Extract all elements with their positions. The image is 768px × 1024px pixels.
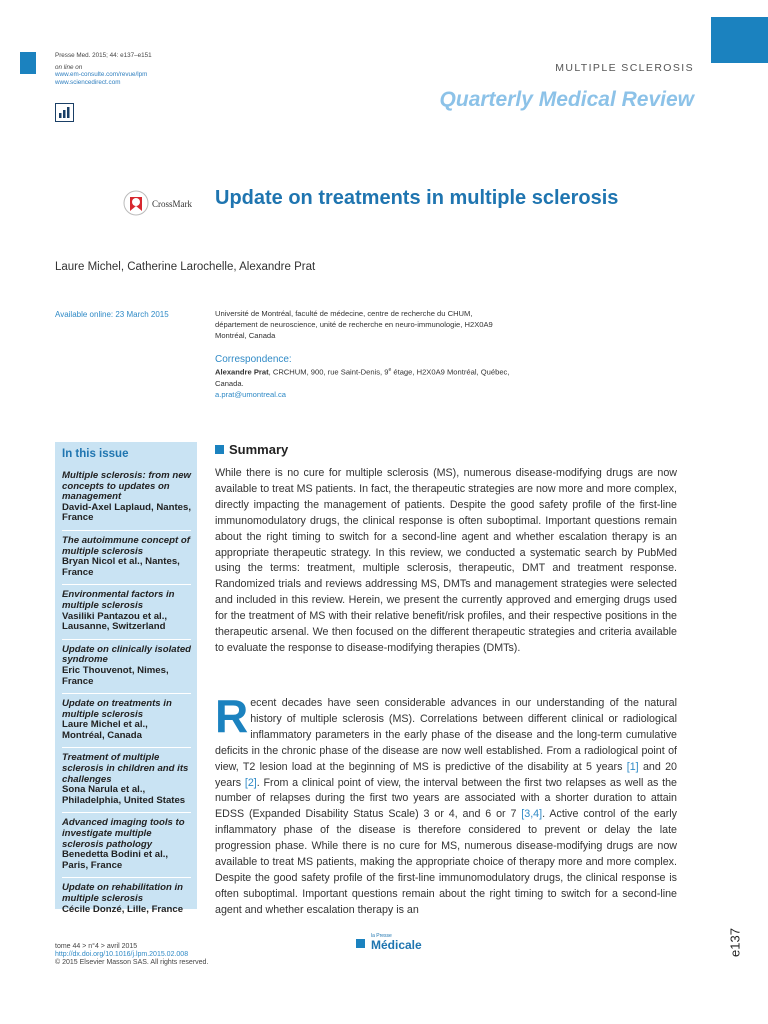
- metrics-icon[interactable]: [55, 103, 74, 122]
- affiliation-line: Montréal, Canada: [215, 331, 276, 340]
- issue-item-title: Treatment of multiple sclerosis in children and its challenges: [62, 752, 189, 785]
- citation-block: [55, 52, 255, 86]
- text-run: . From a clinical point of view, the interval between the first two relapses as well as the number of relapses during the first two years are associated with a shorter duration to attain EDSS (Expanded Disability Status Scale) 3 or 4, and 6 or 7: [215, 776, 677, 821]
- summary-marker: [215, 445, 224, 454]
- address-part: , CRCHUM, 900, rue Saint-Denis, 9: [268, 367, 389, 377]
- issue-item-title: Update on treatments in multiple sclerosis: [62, 698, 172, 720]
- summary-heading-block: [215, 442, 288, 457]
- issue-item[interactable]: [62, 748, 191, 813]
- crossmark-label: CrossMark: [152, 199, 192, 209]
- reference-link[interactable]: [2]: [244, 776, 257, 789]
- summary-heading: Summary: [229, 442, 289, 457]
- intro-paragraph: [215, 690, 677, 919]
- logo-small-text: la Presse: [371, 933, 392, 939]
- correspondence-address: [215, 365, 545, 378]
- summary-text: While there is no cure for multiple sclerosis (MS), numerous disease-modifying drugs are now available to treat MS patients. In fact, the therapeutic strategies are now more and more complex, directly impacting the management of patients. Despite the good safety profile of the first-line immunomodulatory drugs, the clinical response is often suboptimal. Important questions remain about the right timing to switch for a second-line agent and whether escalation therapy is an appropriate therapeutic strategy. In this review, we conducted a systematic search by PubMed using the terms: treatment, multiple sclerosis, therapeutic, DMT and treatment response. Randomized trials and reviews addressing MS, DMTs and management strategies were selected and included in this review. Herein, we present the currently approved and emerging drugs used for the treatment of MS with their relative benefit/risk profiles, and their respective positions in the therapeutic arsenal. We then focused on the different therapeutic strategies and criteria available to evaluate the response to disease-modifying therapies (DMTs).: [215, 467, 677, 654]
- issue-item[interactable]: [62, 813, 191, 878]
- reference-link[interactable]: [1]: [626, 760, 639, 773]
- journal-title: Quarterly Medical Review: [439, 88, 694, 111]
- url-sciencedirect[interactable]: www.sciencedirect.com: [55, 78, 121, 86]
- issue-item-author: Vasiliki Pantazou et al., Lausanne, Switzerland: [62, 610, 168, 633]
- online-label: on line on: [55, 63, 83, 71]
- superscript: e: [388, 367, 392, 373]
- reference-link[interactable]: [3,4]: [521, 808, 543, 821]
- authors: Laure Michel, Catherine Larochelle, Alexandre Prat: [55, 261, 316, 273]
- logo-big-text: Médicale: [371, 938, 422, 952]
- available-online: Available online: 23 March 2015: [55, 310, 169, 319]
- issue-item[interactable]: [62, 878, 191, 921]
- in-this-issue-sidebar: [55, 442, 197, 915]
- crossmark-icon: [123, 190, 149, 218]
- section-label: MULTIPLE SCLEROSIS: [555, 62, 694, 74]
- issue-item-author: Cécile Donzé, Lille, France: [62, 903, 184, 915]
- issue-item[interactable]: [62, 466, 191, 531]
- issue-item-author: David-Axel Laplaud, Nantes, France: [62, 501, 192, 524]
- issue-item[interactable]: [62, 694, 191, 748]
- corner-square-left: [20, 52, 36, 74]
- issue-item-title: Environmental factors in multiple sclerosis: [62, 589, 175, 611]
- issue-item-author: Eric Thouvenot, Nimes, France: [62, 664, 169, 687]
- correspondence: [215, 354, 545, 400]
- issue-item-title: Advanced imaging tools to investigate multiple sclerosis pathology: [62, 817, 185, 850]
- issue-item-author: Sona Narula et al., Philadelphia, United States: [62, 784, 186, 806]
- correspondence-name: Alexandre Prat: [215, 367, 269, 377]
- affiliation-line: département de neuroscience, unité de recherche en neuro-immunologie, H2X0A9: [215, 320, 493, 329]
- issue-item-title: Update on clinically isolated syndrome: [62, 643, 192, 666]
- corner-block-right: [711, 17, 768, 63]
- text-run: . Active control of the early inflammatory phase of the disease is therefore considered to prevent or delay the late progression phase. While there is no cure for MS, numerous disease-modifying drugs are now available to treat MS patients, making the appropriate choice of therapy more and more complex. Despite the good safety profile of the first-line immunomodulatory drugs, the clinical response is often suboptimal. Important questions remain about the right timing to switch for a second-line agent and whether escalation therapy is an: [215, 808, 677, 916]
- address-part: étage, H2X0A9 Montréal, Québec,: [391, 367, 510, 377]
- article-title: Update on treatments in multiple sclerosis: [215, 187, 619, 209]
- issue-item-author: Benedetta Bodini et al., Paris, France: [62, 849, 169, 871]
- issue-item-author: Laure Michel et al., Montréal, Canada: [62, 719, 148, 741]
- correspondence-email[interactable]: a.prat@umontreal.ca: [215, 389, 287, 399]
- issue-item[interactable]: [62, 640, 191, 694]
- text-run: ecent decades have seen considerable advances in our understanding of the natural history of multiple sclerosis (MS). Correlations between different clinical or radiological inflammatory parameters in the early phase of the disease and the long-term cumulative deficits in the chronic phase of the disease are now well established. From a radiological point of view, T2 lesion load at the beginning of MS is predictive of the disability at 5 years: [215, 697, 677, 773]
- journal-logo: [356, 934, 422, 951]
- sidebar-list: [62, 466, 191, 921]
- affiliation-line: Université de Montréal, faculté de médecine, centre de recherche du CHUM,: [215, 309, 473, 318]
- issue-item-title: The autoimmune concept of multiple sclerosis: [62, 534, 190, 557]
- doi-link[interactable]: http://dx.doi.org/10.1016/j.lpm.2015.02.008: [55, 951, 189, 958]
- copyright: © 2015 Elsevier Masson SAS. All rights reserved.: [55, 959, 209, 966]
- footer-info: [55, 943, 208, 967]
- citation: Presse Med. 2015; 44: e137–e151: [55, 52, 152, 59]
- issue-item-title: Multiple sclerosis: from new concepts to updates on management: [62, 470, 192, 503]
- text-run: and 20 years: [215, 760, 677, 789]
- issue-item-title: Update on rehabilitation in multiple sclerosis: [62, 882, 183, 904]
- issue-item-author: Bryan Nicol et al., Nantes, France: [62, 556, 180, 578]
- issue-item[interactable]: [62, 585, 191, 639]
- url-emconsulte[interactable]: www.em-consulte.com/revue/lpm: [55, 71, 148, 78]
- logo-square: [356, 939, 365, 948]
- issue-item[interactable]: [62, 531, 191, 585]
- correspondence-country: Canada.: [215, 378, 244, 388]
- issue-info: tome 44 > n°4 > avril 2015: [55, 943, 138, 950]
- page-number: e137: [727, 928, 743, 957]
- drop-cap: R: [215, 690, 249, 742]
- affiliation: [215, 308, 545, 341]
- crossmark-badge[interactable]: [123, 190, 192, 218]
- correspondence-heading: Correspondence:: [215, 354, 292, 365]
- sidebar-title: In this issue: [62, 448, 129, 460]
